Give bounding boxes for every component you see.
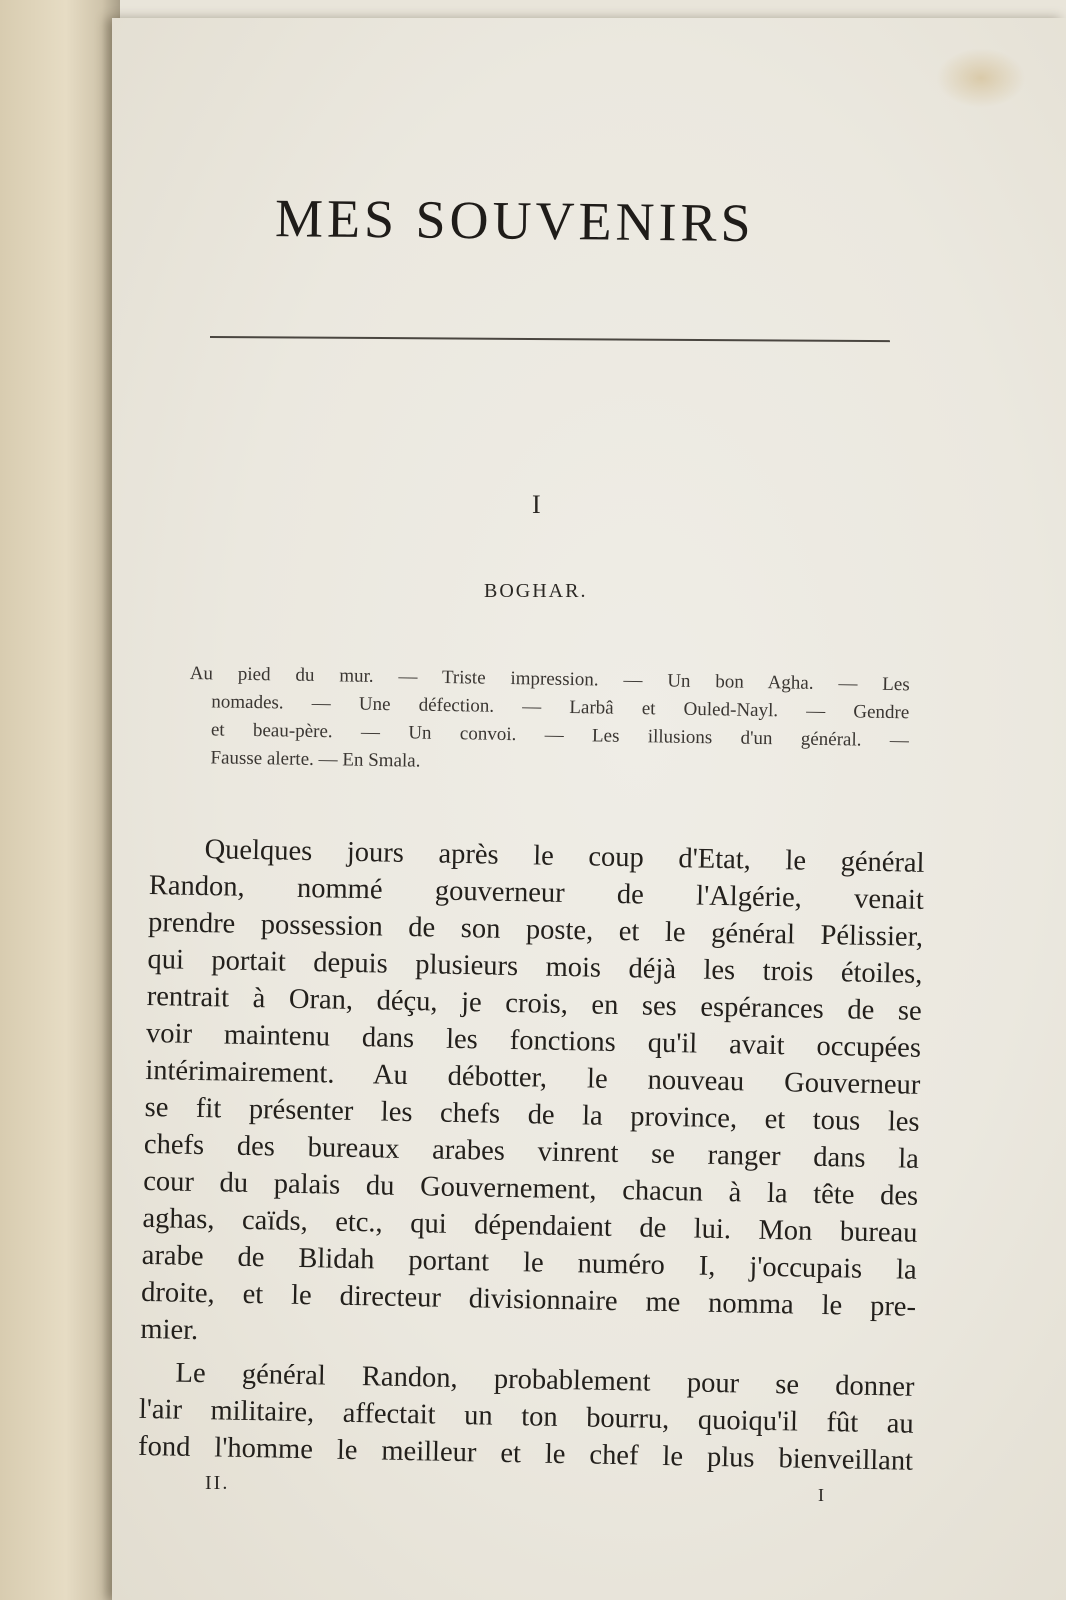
text-line: rentrait à Oran, déçu, je crois, en ses espérances de se (146, 980, 922, 1027)
text-line: prendre possession de son poste, et le général Pélissier, (147, 906, 924, 953)
page-number: I (818, 1485, 824, 1505)
text-line: droite, et le directeur divisionnaire me nomma le pre- (140, 1276, 917, 1323)
summary-line: Au pied du mur. — Triste impression. — Un bon Agha. — Les (189, 662, 910, 696)
text-line: cour du palais du Gouvernement, chacun à la tête des (142, 1165, 919, 1212)
text-line: Quelques jours après le coup d'Etat, le général (204, 834, 925, 879)
text-line: voir maintenu dans les fonctions qu'il avait occupées (145, 1017, 922, 1064)
chapter-body (138, 830, 925, 1480)
chapter-title: BOGHAR. (484, 580, 588, 602)
paragraph-2 (138, 1354, 915, 1480)
chapter-summary (188, 660, 910, 783)
book-title: MES SOUVENIRS (274, 188, 755, 254)
text-line: Le général Randon, probablement pour se donner (175, 1357, 915, 1403)
previous-page-edge (0, 0, 120, 1600)
summary-line: nomades. — Une défection. — Larbâ et Ouled-Nayl. — Gendre (211, 691, 910, 724)
text-line: intérimairement. Au débotter, le nouveau Gouverneur (145, 1054, 921, 1101)
summary-line: Fausse alerte. — En Smala. (210, 747, 421, 772)
summary-line: et beau-père. — Un convoi. — Les illusions d'un général. — (210, 719, 909, 752)
signature-mark: II. (205, 1472, 230, 1494)
text-line: mier. (140, 1313, 199, 1347)
text-line: Randon, nommé gouverneur de l'Algérie, venait (148, 869, 925, 916)
text-line: aghas, caïds, etc., qui dépendaient de lui. Mon bureau (142, 1202, 918, 1249)
text-line: chefs des bureaux arabes vinrent se ranger dans la (143, 1128, 920, 1175)
paper-stain (936, 48, 1026, 108)
text-line: l'air militaire, affectait un ton bourru, quoiqu'il fût au (138, 1393, 915, 1440)
text-line: fond l'homme le meilleur et le chef le plus bienveillant (137, 1430, 914, 1477)
text-line: qui portait depuis plusieurs mois déjà les trois étoiles, (147, 943, 923, 990)
text-line: arabe de Blidah portant le numéro I, j'occupais la (141, 1239, 917, 1286)
text-line: se fit présenter les chefs de la province, et tous les (144, 1091, 920, 1138)
chapter-number: I (532, 490, 541, 519)
